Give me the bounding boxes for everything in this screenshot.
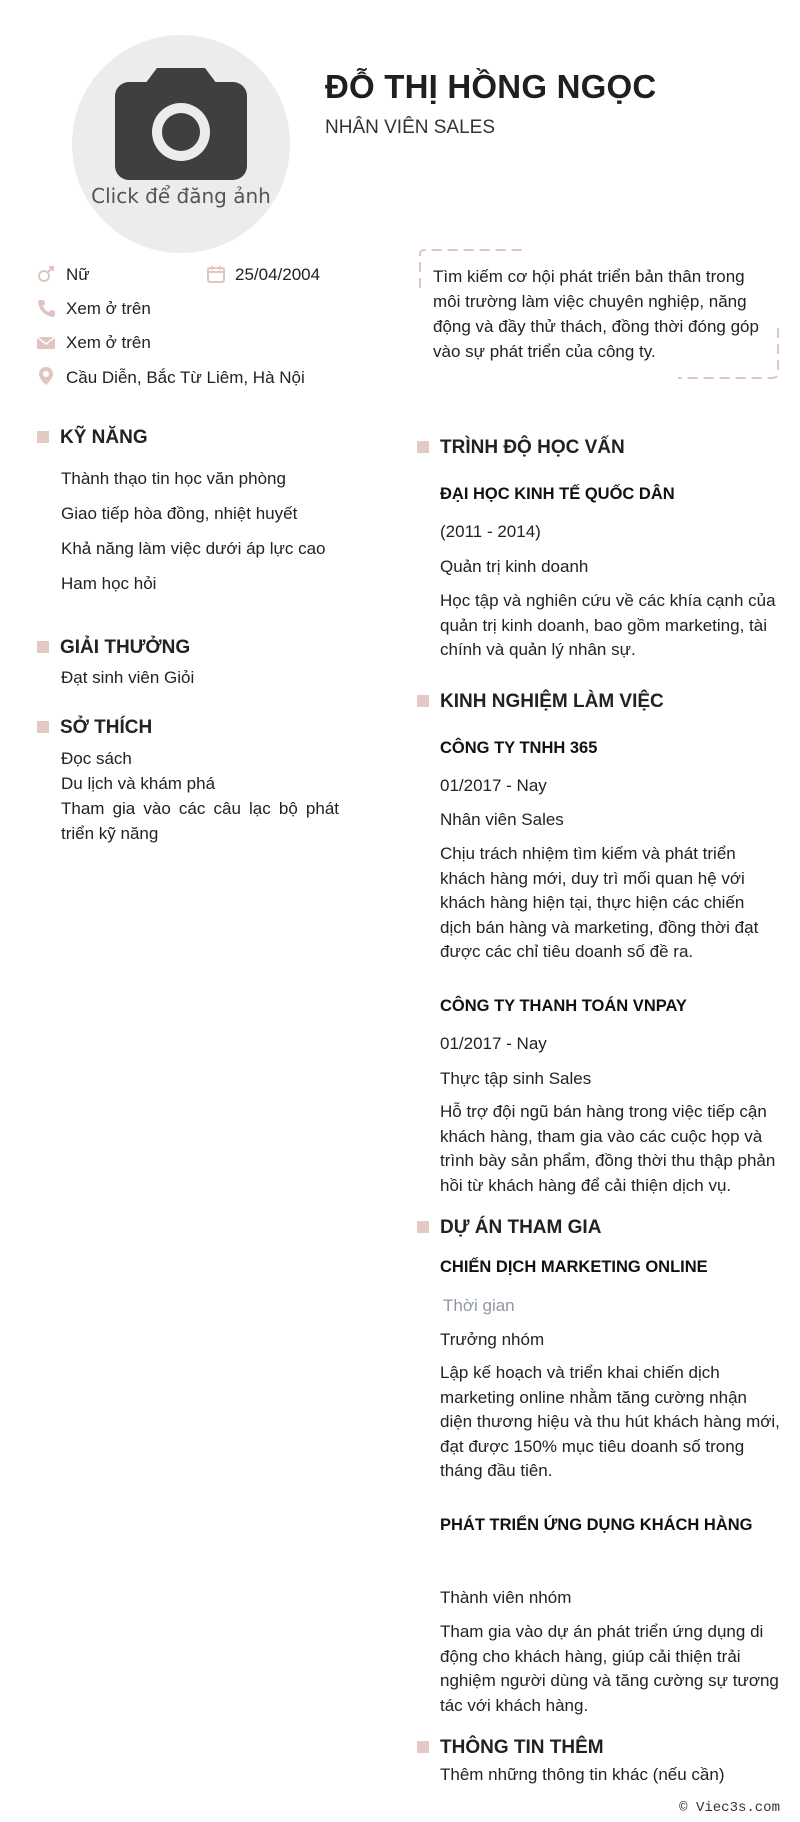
- projects-title: DỰ ÁN THAM GIA: [440, 1217, 602, 1238]
- job-description: Chịu trách nhiệm tìm kiếm và phát triển khách hàng mới, duy trì mối quan hệ với khách hàng hiện tại, thực hiện các chiến dịch bán hàng và marketing, đồng thời đạt được các chỉ tiêu doanh số đề ra.: [440, 844, 759, 961]
- company-name: CÔNG TY TNHH 365: [440, 739, 598, 757]
- job-period: 01/2017 - Nay: [440, 1034, 547, 1053]
- calendar-icon: [206, 264, 226, 284]
- job-position: Thực tập sinh Sales: [440, 1069, 592, 1088]
- avatar-label[interactable]: Click để đăng ảnh: [91, 184, 271, 208]
- skills-title: KỸ NĂNG: [60, 427, 148, 448]
- project-role: Thành viên nhóm: [440, 1588, 572, 1607]
- section-marker: [37, 431, 49, 443]
- gender-icon: [36, 264, 56, 284]
- hobby-item: Tham gia vào các câu lạc bộ phát triển kỹ năng: [61, 799, 339, 843]
- section-marker: [417, 695, 429, 707]
- education-major: Quản trị kinh doanh: [440, 557, 589, 576]
- watermark-footer: © Viec3s.com: [679, 1800, 780, 1816]
- job-title: NHÂN VIÊN SALES: [325, 117, 495, 138]
- project-description: Tham gia vào dự án phát triển ứng dụng di động cho khách hàng, giúp cải thiện trải nghiệm người dùng và tăng cường sự tương tác với khách hàng.: [440, 1622, 779, 1715]
- experience-title: KINH NGHIỆM LÀM VIỆC: [440, 691, 664, 712]
- birthday-value: 25/04/2004: [235, 265, 321, 284]
- email-icon: [36, 333, 56, 353]
- project-role: Trưởng nhóm: [440, 1330, 545, 1349]
- section-marker: [37, 641, 49, 653]
- project-name: PHÁT TRIỂN ỨNG DỤNG KHÁCH HÀNG: [440, 1516, 753, 1534]
- camera-icon: [115, 68, 247, 180]
- location-icon: [36, 366, 56, 386]
- section-marker: [417, 1221, 429, 1233]
- skill-item: Thành thạo tin học văn phòng: [61, 469, 286, 488]
- project-time: Thời gian: [443, 1296, 515, 1315]
- school-name: ĐẠI HỌC KINH TẾ QUỐC DÂN: [440, 485, 675, 503]
- project-description: Lập kế hoạch và triển khai chiến dịch marketing online nhằm tăng cường nhận diện thương hiệu và thu hút khách hàng mới, đạt được 150% mục tiêu doanh số trong tháng đầu tiên.: [440, 1363, 780, 1480]
- education-title: TRÌNH ĐỘ HỌC VẤN: [440, 437, 625, 458]
- job-period: 01/2017 - Nay: [440, 776, 547, 795]
- hobby-item: Đọc sách: [61, 749, 132, 768]
- address-value: Cầu Diễn, Bắc Từ Liêm, Hà Nội: [66, 368, 305, 387]
- awards-title: GIẢI THƯỞNG: [60, 637, 191, 658]
- additional-text: Thêm những thông tin khác (nếu cần): [440, 1765, 725, 1784]
- gender-value: Nữ: [66, 265, 90, 284]
- hobby-item: Du lịch và khám phá: [61, 774, 216, 793]
- section-marker: [37, 721, 49, 733]
- skill-item: Khả năng làm việc dưới áp lực cao: [61, 539, 326, 558]
- project-name: CHIẾN DỊCH MARKETING ONLINE: [440, 1258, 708, 1276]
- hobbies-title: SỞ THÍCH: [60, 717, 153, 738]
- award-item: Đạt sinh viên Giỏi: [61, 668, 195, 687]
- section-marker: [417, 1741, 429, 1753]
- phone-value: Xem ở trên: [66, 299, 151, 318]
- job-position: Nhân viên Sales: [440, 810, 564, 829]
- section-marker: [417, 441, 429, 453]
- email-value: Xem ở trên: [66, 333, 151, 352]
- education-description: Học tập và nghiên cứu về các khía cạnh của quản trị kinh doanh, bao gồm marketing, tài chính và quản lý nhân sự.: [440, 591, 776, 659]
- additional-title: THÔNG TIN THÊM: [440, 1737, 604, 1758]
- phone-icon: [36, 298, 56, 318]
- objective-text: Tìm kiếm cơ hội phát triển bản thân trong môi trường làm việc chuyên nghiệp, năng động và đầy thử thách, đồng thời đóng góp vào sự phát triển của công ty.: [433, 267, 759, 361]
- company-name: CÔNG TY THANH TOÁN VNPAY: [440, 997, 687, 1015]
- education-period: (2011 - 2014): [440, 522, 541, 541]
- job-description: Hỗ trợ đội ngũ bán hàng trong việc tiếp cận khách hàng, tham gia vào các cuộc họp và trình bày sản phẩm, đồng thời thu thập phản hồi từ khách hàng để cải thiện dịch vụ.: [440, 1102, 776, 1195]
- skill-item: Giao tiếp hòa đồng, nhiệt huyết: [61, 504, 298, 523]
- skill-item: Ham học hỏi: [61, 574, 157, 593]
- candidate-name: ĐỖ THỊ HỒNG NGỌC: [325, 68, 657, 105]
